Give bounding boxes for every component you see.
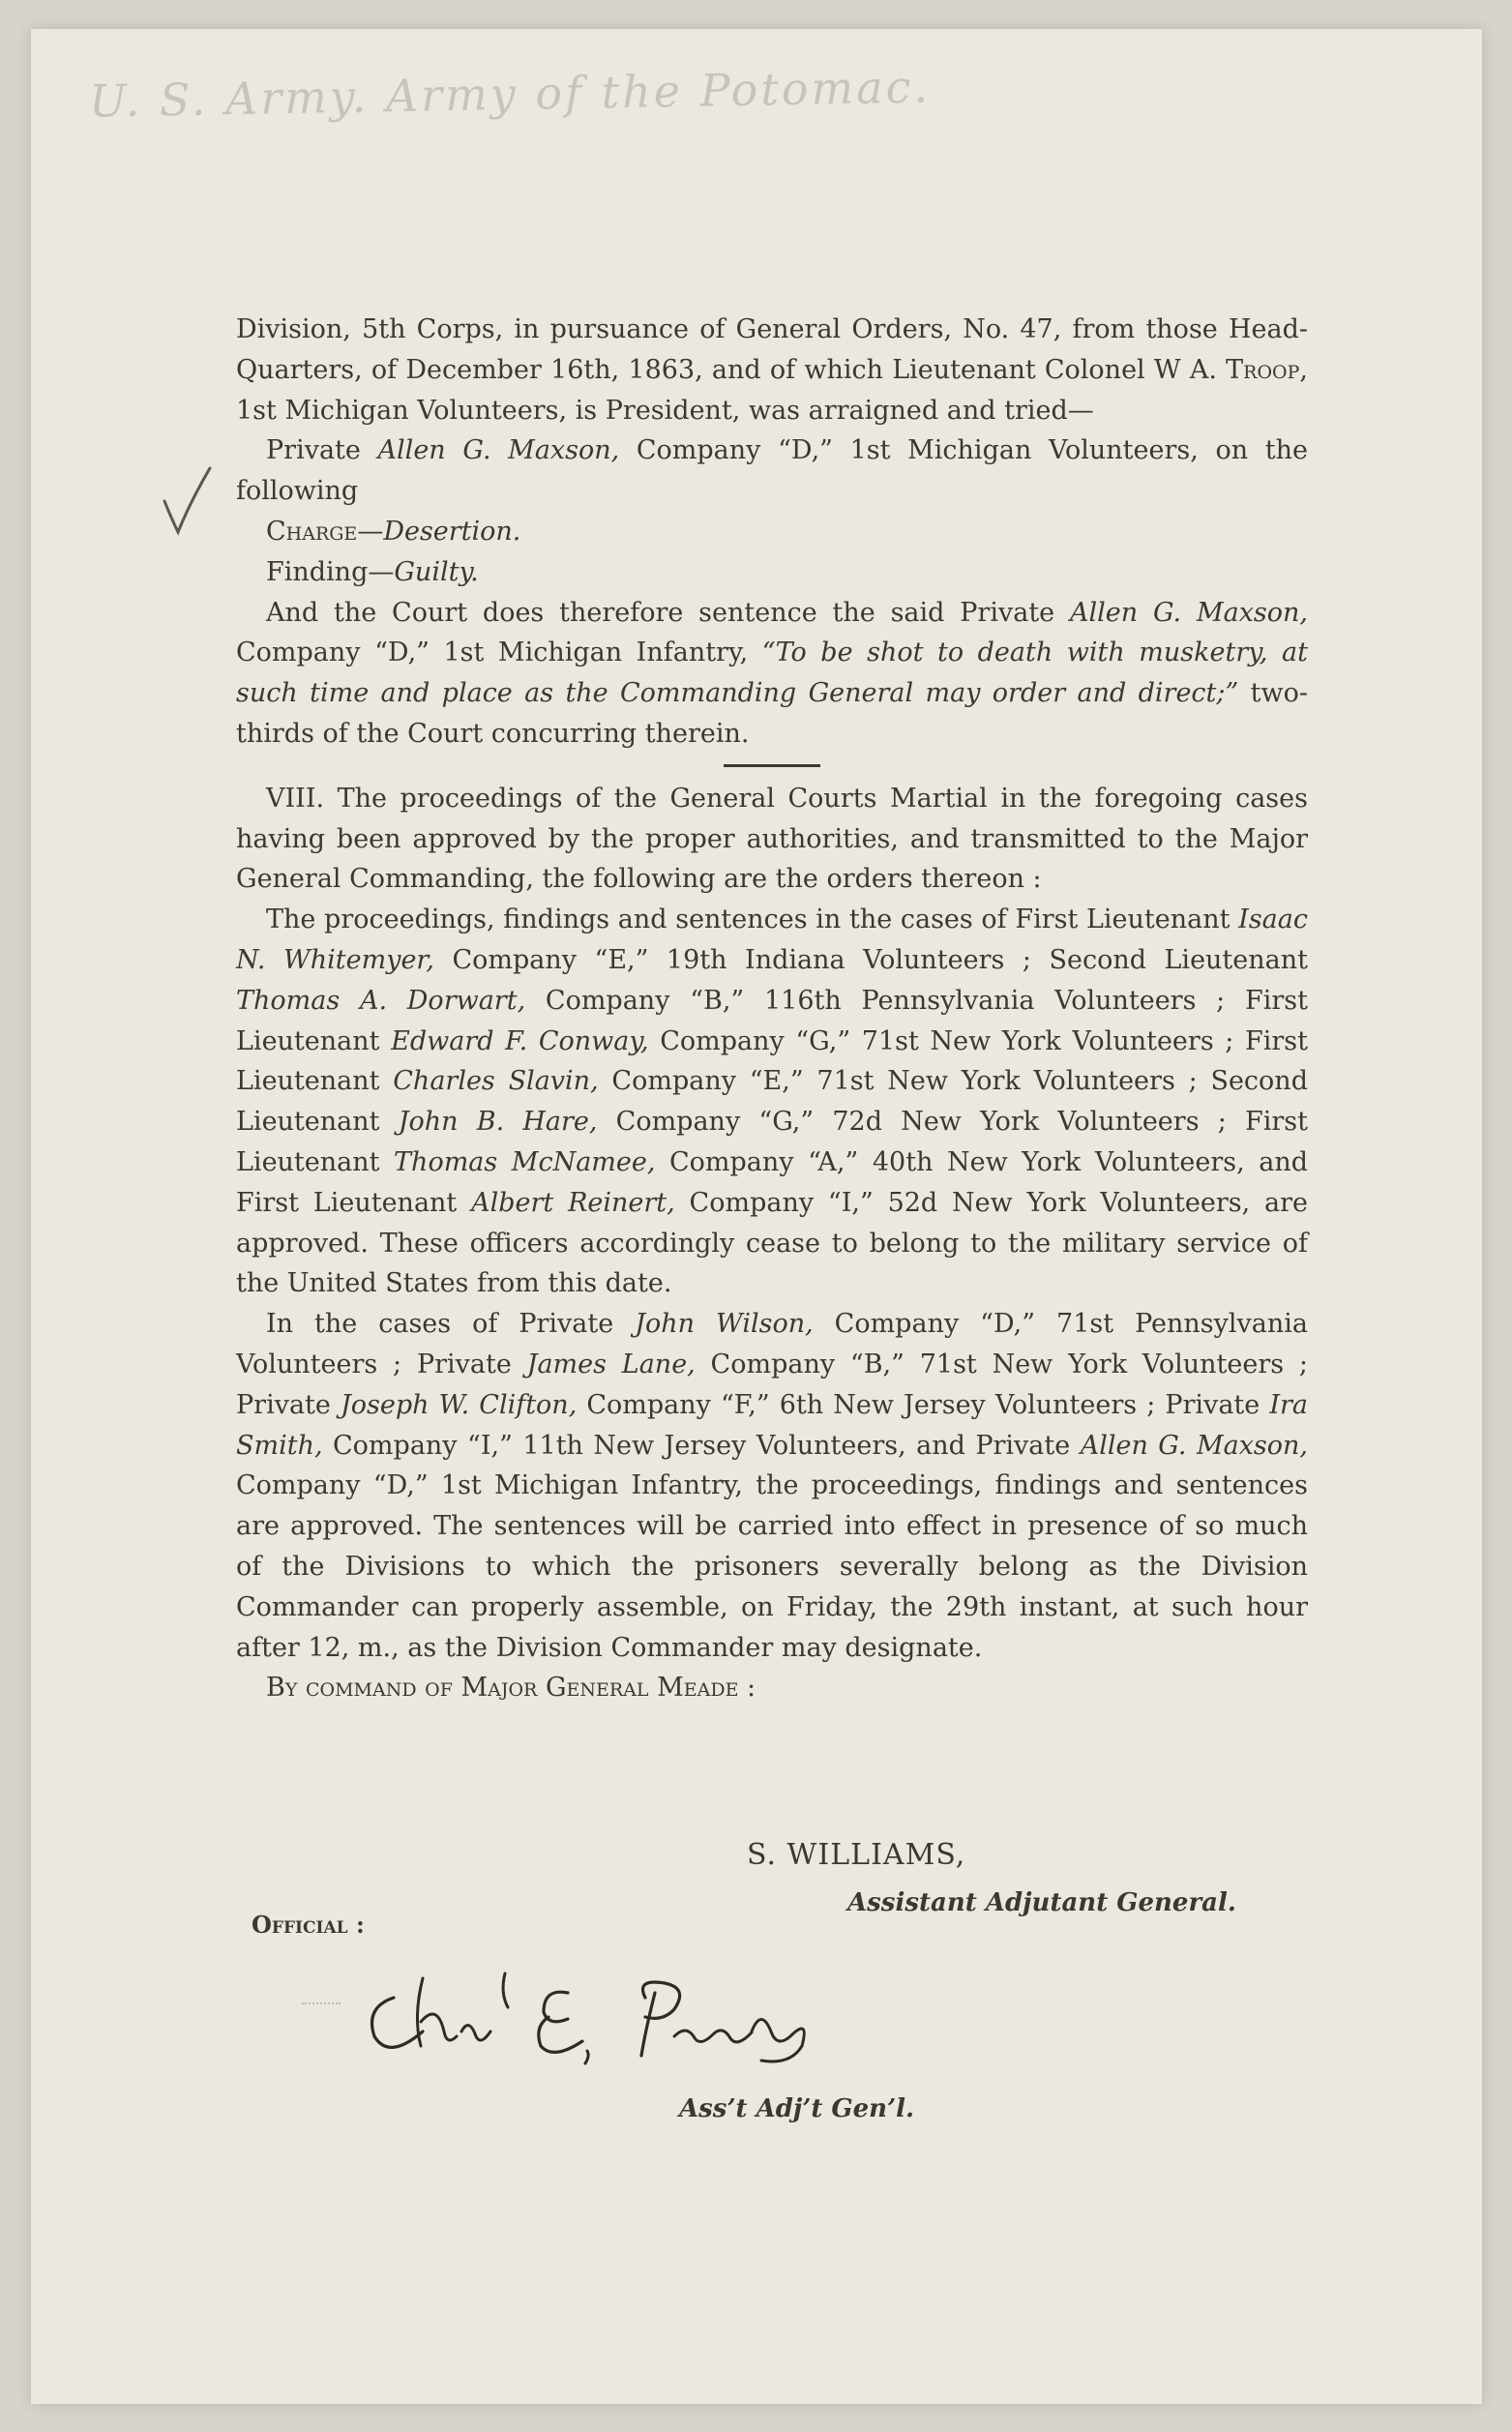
signatory-title: Assistant Adjutant General. — [847, 1888, 1236, 1917]
charge-line: Charge—Desertion. — [266, 516, 521, 547]
order-body — [236, 310, 1308, 1708]
paragraph-sentence: And the Court does therefore sentence the said Private Allen G. Maxson, Company “D,” 1st Michigan Infantry, “To be shot to death with musketry, at such time and place as the Commanding General may order and direct;” two-thirds of the Court concurring therein. — [236, 597, 1309, 749]
faint-mark — [302, 2002, 341, 2004]
document-page — [31, 29, 1482, 2404]
finding-line: Finding—Guilty. — [266, 556, 479, 587]
signatory-name: S. WILLIAMS, — [747, 1838, 966, 1872]
paragraph-private: Private Allen G. Maxson, Company “D,” 1st Michigan Volunteers, on the following — [236, 435, 1308, 507]
paragraph-officers: The proceedings, findings and sentences in the cases of First Lieutenant Isaac N. Whitemyer, Company “E,” 19th Indiana Volunteers ; Second Lieutenant Thomas A. Dorwart, Company “B,” 116th Pennsylvania Volunteers ; First Lieutenant Edward F. Conway, Company “G,” 71st New York Volunteers ; First Lieutenant Charles Slavin, Company “E,” 71st New York Volunteers ; Second Lieutenant John B. Hare, Company “G,” 72d New York Volunteers ; First Lieutenant Thomas McNamee, Company “A,” 40th New York Volunteers, and First Lieutenant Albert Reinert, Company “I,” 52d New York Volunteers, are approved. These officers accordingly cease to belong to the military service of the United States from this date. — [236, 905, 1309, 1299]
by-command-line: By command of Major General Meade : — [266, 1673, 756, 1704]
paragraph-division: Division, 5th Corps, in pursuance of General Orders, No. 47, from those Head-Quarters, of December 16th, 1863, and of which Lieutenant Colonel W A. Troop, 1st Michigan Volunteers, is President, was arraigned and tried— — [236, 314, 1308, 426]
handwritten-signature — [355, 1940, 858, 2075]
pencil-annotation: U. S. Army. Army of the Potomac. — [88, 60, 932, 128]
paragraph-viii: VIII. The proceedings of the General Courts Martial in the foregoing cases having been approved by the proper authorities, and transmitted to the Major General Commanding, the following are the orders thereon : — [236, 783, 1308, 895]
assistant-adjutant-title: Ass’t Adj’t Gen’l. — [679, 2094, 915, 2123]
section-divider — [724, 764, 820, 767]
official-label: Official : — [252, 1911, 365, 1939]
paragraph-privates: In the cases of Private John Wilson, Company “D,” 71st Pennsylvania Volunteers ; Private James Lane, Company “B,” 71st New York Volunteers ; Private Joseph W. Clifton, Company “F,” 6th New Jersey Volunteers ; Private Ira Smith, Company “I,” 11th New Jersey Volunteers, and Private Allen G. Maxson, Company “D,” 1st Michigan Infantry, the proceedings, findings and sentences are approved. The sentences will be carried into effect in presence of so much of the Divisions to which the prisoners severally belong as the Division Commander can properly assemble, on Friday, the 29th instant, at such hour after 12, m., as the Division Commander may designate. — [236, 1309, 1309, 1663]
checkmark-icon — [157, 462, 224, 540]
